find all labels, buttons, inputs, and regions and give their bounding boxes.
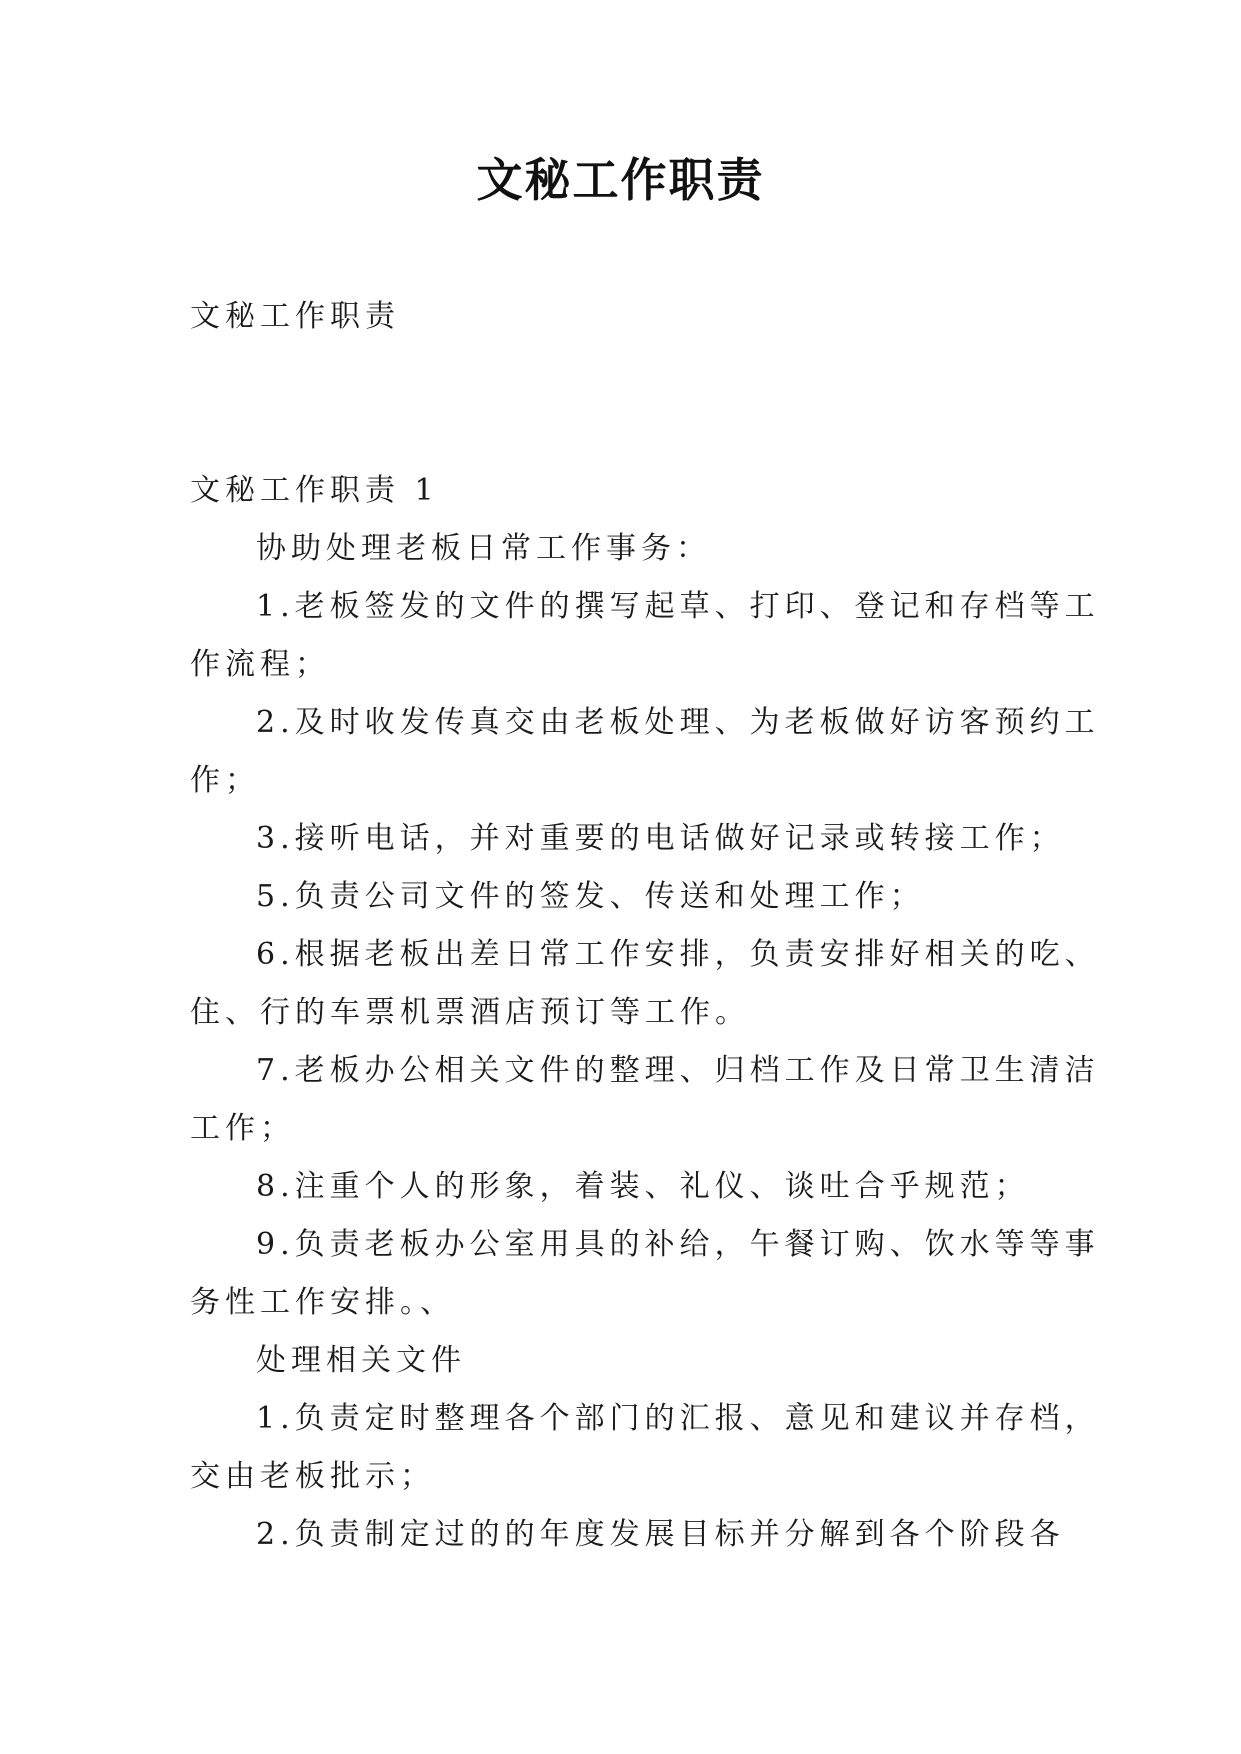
paragraph	[190, 868, 1060, 926]
paragraph-line: 6.根据老板出差日常工作安排，负责安排好相关的吃、	[256, 937, 1100, 972]
document-title: 文秘工作职责	[476, 153, 765, 207]
paragraph	[190, 1506, 1065, 1564]
paragraph-line: 1.负责定时整理各个部门的汇报、意见和建议并存档，	[256, 1401, 1100, 1436]
paragraph	[190, 1042, 1100, 1158]
paragraph-line: 住、行的车票机票酒店预订等工作。	[190, 995, 750, 1030]
paragraph	[190, 578, 1100, 694]
paragraph-line: 7.老板办公相关文件的整理、归档工作及日常卫生清洁	[256, 1053, 1100, 1088]
paragraph-line: 2.及时收发传真交由老板处理、为老板做好访客预约工	[256, 705, 1100, 740]
paragraph	[190, 1216, 1100, 1332]
paragraph-line: 协助处理老板日常工作事务：	[256, 531, 711, 566]
paragraph-line: 工作；	[190, 1111, 295, 1146]
paragraph-line: 1.老板签发的文件的撰写起草、打印、登记和存档等工	[256, 589, 1100, 624]
paragraph-line: 务性工作安排。、	[190, 1285, 455, 1320]
paragraph	[190, 1332, 1060, 1390]
paragraph-line: 2.负责制定过的的年度发展目标并分解到各个阶段各	[256, 1517, 1065, 1552]
paragraph-line: 处理相关文件	[256, 1343, 466, 1378]
paragraph	[190, 1158, 1060, 1216]
paragraph-line: 作流程；	[190, 647, 330, 682]
paragraph	[190, 694, 1100, 810]
paragraph	[190, 810, 1065, 868]
section-heading: 文秘工作职责 1	[190, 473, 439, 508]
paragraph-line: 8.注重个人的形象，着装、礼仪、谈吐合乎规范；	[256, 1169, 1030, 1204]
paragraph-line: 作；	[190, 763, 260, 798]
paragraph	[190, 1390, 1100, 1506]
paragraph-line: 交由老板批示；	[190, 1459, 435, 1494]
document-body	[190, 288, 1100, 1564]
paragraph	[190, 926, 1100, 1042]
paragraph-line: 9.负责老板办公室用具的补给，午餐订购、饮水等等事	[256, 1227, 1100, 1262]
blank-spacer	[190, 346, 1060, 462]
paragraph-line: 3.接听电话，并对重要的电话做好记录或转接工作；	[256, 821, 1065, 856]
document-subtitle: 文秘工作职责	[190, 299, 400, 334]
paragraph-line: 5.负责公司文件的签发、传送和处理工作；	[256, 879, 925, 914]
paragraph	[190, 520, 1060, 578]
